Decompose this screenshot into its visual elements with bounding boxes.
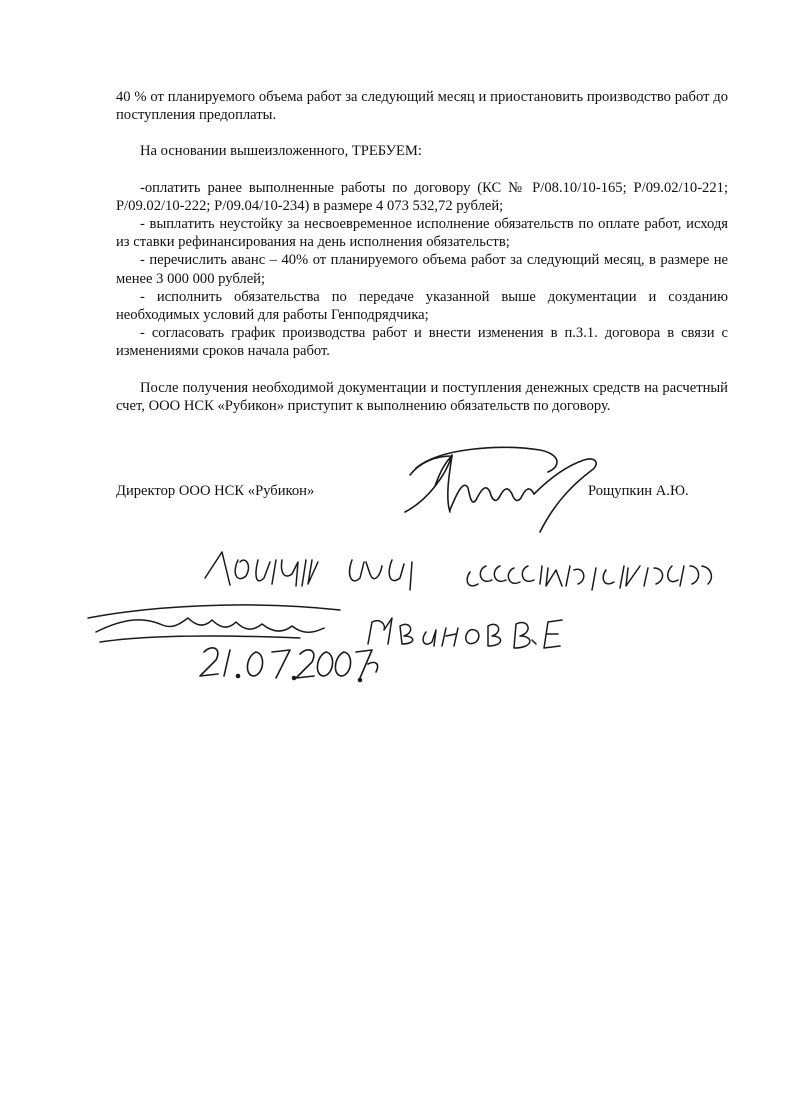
demands-list bbox=[116, 179, 728, 361]
signature-name: Рощупкин А.Ю. bbox=[588, 483, 689, 499]
demand-item: - согласовать график производства работ и внести изменения в п.3.1. договора в связи с изменениями сроков начала работ. bbox=[116, 325, 728, 360]
demand-intro: На основании вышеизложенного, ТРЕБУЕМ: bbox=[140, 143, 422, 160]
closing-paragraph: После получения необходимой документации и поступления денежных средств на расчетный счет, ООО НСК «Рубикон» приступит к выполнению обязательств по договору. bbox=[116, 379, 728, 414]
opening-paragraph: 40 % от планируемого объема работ за следующий месяц и приостановить производство работ до поступления предоплаты. bbox=[116, 89, 728, 124]
document-body bbox=[116, 88, 728, 415]
signature-title: Директор ООО НСК «Рубикон» bbox=[116, 483, 315, 499]
demand-item: - выплатить неустойку за несвоевременное исполнение обязательств по оплате работ, исходя из ставки рефинансирования на день исполнения обязательств; bbox=[116, 216, 728, 251]
demand-item: - исполнить обязательства по передаче указанной выше документации и созданию необходимых условий для работы Генподрядчика; bbox=[116, 288, 728, 324]
demand-item: - перечислить аванс – 40% от планируемого объема работ за следующий месяц, в размере не менее 3 000 000 рублей; bbox=[116, 252, 728, 287]
demand-item: -оплатить ранее выполненные работы по договору (КС № Р/08.10/10-165; Р/09.02/10-221; Р/09.02/10-222; Р/09.04/10-234) в размере 4 073 532,72 рублей; bbox=[116, 179, 728, 214]
